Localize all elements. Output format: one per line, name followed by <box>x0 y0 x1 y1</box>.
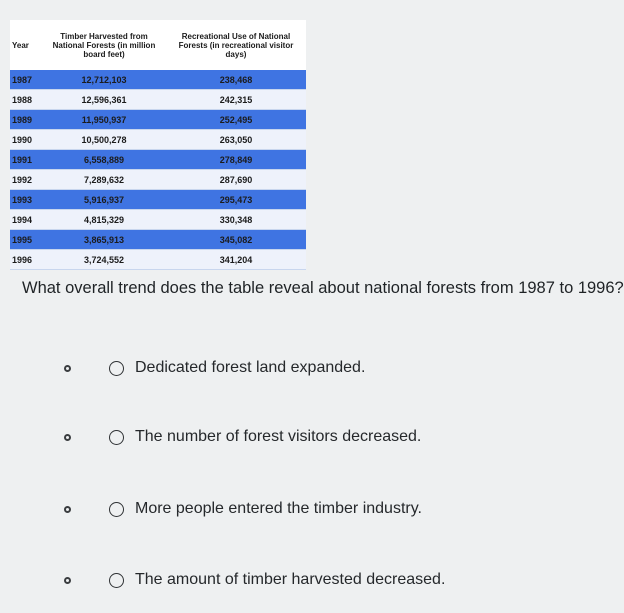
cell-recreation: 238,468 <box>166 70 306 90</box>
cell-recreation: 242,315 <box>166 90 306 110</box>
cell-timber: 12,596,361 <box>42 90 166 110</box>
table-row <box>10 90 306 110</box>
table-row <box>10 230 306 250</box>
cell-timber: 5,916,937 <box>42 190 166 210</box>
answer-option-1[interactable] <box>64 356 365 380</box>
cell-recreation: 287,690 <box>166 170 306 190</box>
cell-timber: 3,865,913 <box>42 230 166 250</box>
answer-option-2[interactable] <box>64 425 421 449</box>
radio-button-icon[interactable] <box>109 573 124 588</box>
cell-year: 1988 <box>10 90 42 110</box>
answer-option-3[interactable] <box>64 497 422 521</box>
cell-timber: 12,712,103 <box>42 70 166 90</box>
cell-year: 1995 <box>10 230 42 250</box>
table-row <box>10 110 306 130</box>
table-row <box>10 190 306 210</box>
cell-recreation: 263,050 <box>166 130 306 150</box>
header-year: Year <box>10 20 42 70</box>
table-row <box>10 70 306 90</box>
answer-option-4[interactable] <box>64 568 445 592</box>
forest-data-table <box>10 20 306 270</box>
cell-timber: 4,815,329 <box>42 210 166 230</box>
bullet-icon <box>64 434 71 441</box>
cell-timber: 3,724,552 <box>42 250 166 270</box>
radio-button-icon[interactable] <box>109 502 124 517</box>
cell-timber: 10,500,278 <box>42 130 166 150</box>
cell-timber: 7,289,632 <box>42 170 166 190</box>
option-label: The amount of timber harvested decreased. <box>135 571 446 588</box>
table-row <box>10 250 306 270</box>
cell-recreation: 341,204 <box>166 250 306 270</box>
bullet-icon <box>64 506 71 513</box>
cell-recreation: 278,849 <box>166 150 306 170</box>
cell-year: 1996 <box>10 250 42 270</box>
header-recreation: Recreational Use of National Forests (in recreational visitor days) <box>166 20 306 70</box>
radio-button-icon[interactable] <box>109 361 124 376</box>
cell-year: 1994 <box>10 210 42 230</box>
bullet-icon <box>64 577 71 584</box>
cell-year: 1992 <box>10 170 42 190</box>
header-timber: Timber Harvested from National Forests (in million board feet) <box>42 20 166 70</box>
cell-year: 1993 <box>10 190 42 210</box>
cell-timber: 11,950,937 <box>42 110 166 130</box>
option-label: More people entered the timber industry. <box>135 500 422 517</box>
cell-year: 1991 <box>10 150 42 170</box>
table-row <box>10 130 306 150</box>
cell-year: 1987 <box>10 70 42 90</box>
cell-year: 1990 <box>10 130 42 150</box>
table-row <box>10 150 306 170</box>
option-label: Dedicated forest land expanded. <box>135 359 366 376</box>
table-row <box>10 170 306 190</box>
question-text: What overall trend does the table reveal about national forests from 1987 to 1996? <box>22 279 624 297</box>
cell-recreation: 295,473 <box>166 190 306 210</box>
cell-year: 1989 <box>10 110 42 130</box>
data-table-image <box>10 20 306 265</box>
cell-recreation: 252,495 <box>166 110 306 130</box>
table-row <box>10 210 306 230</box>
cell-recreation: 345,082 <box>166 230 306 250</box>
radio-button-icon[interactable] <box>109 430 124 445</box>
table-header-row <box>10 20 306 70</box>
cell-timber: 6,558,889 <box>42 150 166 170</box>
option-label: The number of forest visitors decreased. <box>135 428 422 445</box>
bullet-icon <box>64 365 71 372</box>
cell-recreation: 330,348 <box>166 210 306 230</box>
